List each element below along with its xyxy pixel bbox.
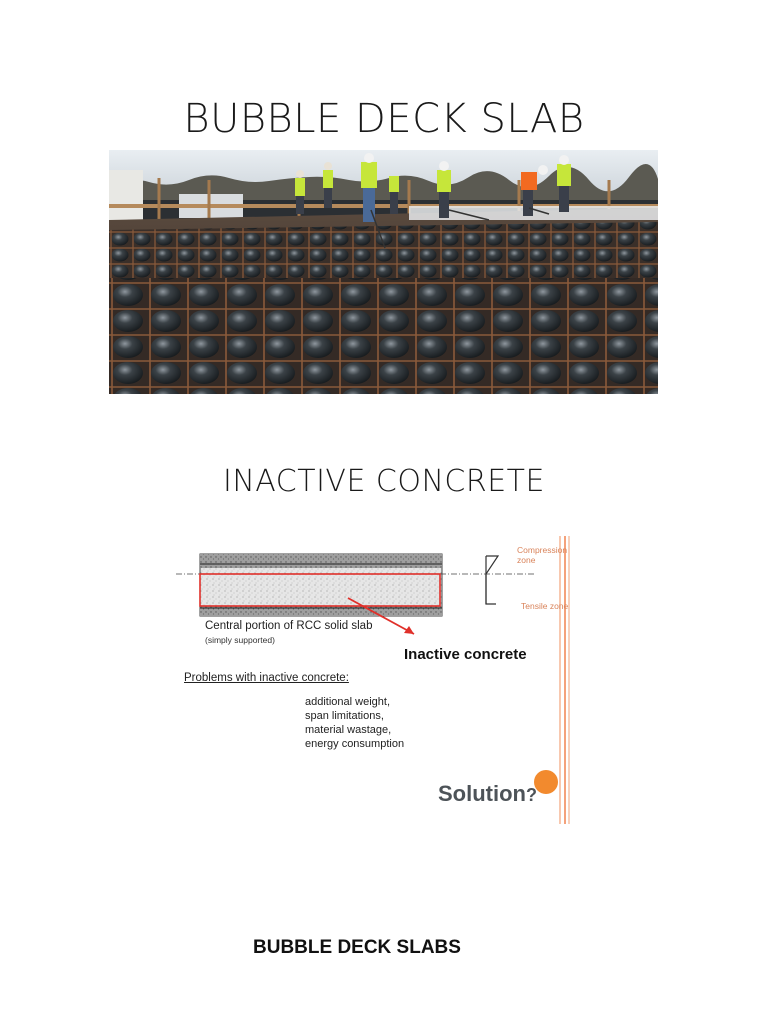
problem-item: energy consumption bbox=[305, 738, 405, 750]
section-title: INACTIVE CONCRETE bbox=[223, 464, 545, 499]
bubble-deck-slabs-heading: BUBBLE DECK SLABS bbox=[253, 937, 461, 958]
bubble-deck-photo bbox=[109, 150, 658, 394]
slab-caption-sub: (simply supported) bbox=[205, 635, 275, 645]
problem-item: additional weight, bbox=[305, 696, 391, 708]
problems-heading: Problems with inactive concrete: bbox=[184, 672, 349, 684]
question-mark-icon: ? bbox=[525, 785, 537, 805]
slab-caption: Central portion of RCC solid slab bbox=[205, 620, 373, 632]
solution-label: Solution? bbox=[438, 781, 537, 806]
inactive-concrete-diagram bbox=[170, 536, 574, 826]
page-title: BUBBLE DECK SLAB bbox=[183, 96, 585, 142]
problem-item: span limitations, bbox=[305, 710, 384, 722]
tensile-zone-label: Tensile zone bbox=[521, 601, 569, 611]
inactive-concrete-label: Inactive concrete bbox=[404, 646, 527, 663]
problem-item: material wastage, bbox=[305, 724, 392, 736]
compression-zone-label: Compression zone bbox=[517, 545, 568, 565]
